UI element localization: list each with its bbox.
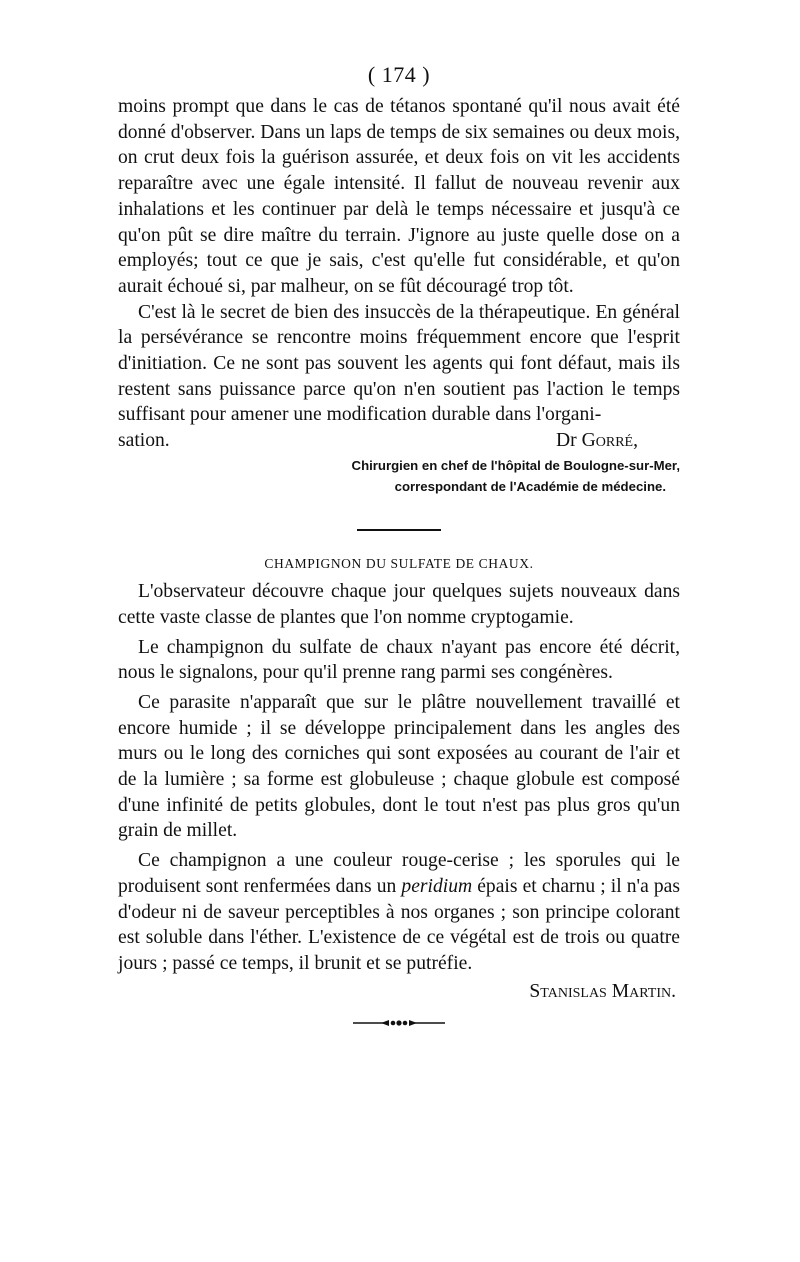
section-body: [118, 579, 680, 977]
section-title: CHAMPIGNON DU SULFATE DE CHAUX.: [264, 556, 534, 572]
ornament-divider-icon: [351, 1018, 447, 1028]
paragraph-therapeutique: C'est là le secret de bien des insuccès de la thérapeutique. En général la persévérance se rencontre moins fréquemment encore que l'esprit d'initiation. Ce ne sont pas souvent les agents qui font défaut, mais ils restent sans puissance parce qu'on n'en soutient pas l'action le temps suffisant pour amener une modification durable dans l'organi-: [118, 301, 680, 426]
doctor-prefix: Dr: [556, 430, 577, 452]
doctor-name: Gorré,: [581, 430, 638, 452]
section-paragraph-3: Ce parasite n'apparaît que sur le plâtre nouvellement travaillé et encore humide ; il se développe principalement dans les angles des murs ou le long des corniches qui sont exposées au courant de l'air et de la lumière ; sa forme est globuleuse ; chaque globule est composé d'une infinité de petits globules, dont le tout n'est pas plus gros qu'un grain de millet.: [118, 691, 680, 842]
section-paragraph-2: Le champignon du sulfate de chaux n'ayant pas encore été décrit, nous le signalons, pour qu'il prenne rang parmi ses congénères.: [118, 636, 680, 684]
section-paragraph-4-before: Ce champignon a une couleur rouge-cerise ; les sporules qui le produisent sont renfermées dans un: [118, 850, 680, 897]
paragraph-continuation: moins prompt que dans le cas de tétanos spontané qu'il nous avait été donné d'observer. Dans un laps de temps de six semaines ou deux mois, on crut deux fois la guérison assurée, et deux fois on vit les accidents reparaître avec une égale intensité. Il fallut de nouveau revenir aux inhalations et les continuer par delà le temps nécessaire et jusqu'à ce qu'on pût se dire maître du terrain. J'ignore au juste quelle dose on a employés; tout ce que je sais, c'est qu'elle fut considérable, et qu'on aurait échoué si, par malheur, on se fût découragé trop tôt.: [118, 96, 680, 297]
signature-doctor: [556, 428, 680, 453]
affiliation: [118, 455, 680, 497]
page: [118, 62, 680, 1028]
section-paragraph-4: [118, 848, 680, 977]
signature-last-word: sation.: [118, 430, 170, 452]
affiliation-line-1: Chirurgien en chef de l'hôpital de Boulogne-sur-Mer,: [351, 458, 680, 474]
page-number: ( 174 ): [367, 62, 431, 87]
signature-line: [118, 428, 680, 453]
author-signature: Stanislas Martin.: [529, 980, 676, 1002]
section-paragraph-1: L'observateur découvre chaque jour quelques sujets nouveaux dans cette vaste classe de plantes que l'on nomme cryptogamie.: [118, 581, 680, 628]
section-paragraph-4-after: épais et charnu ; il n'a pas d'odeur ni de saveur perceptibles à nos organes ; son principe colorant est soluble dans l'éther. L'existence de ce végétal est de trois ou quatre jours ; passé ce temps, il brunit et se putréfie.: [118, 875, 680, 974]
affiliation-line-2: correspondant de l'Académie de médecine.: [394, 479, 666, 495]
section-divider: [357, 529, 441, 531]
italic-term: peridium: [401, 875, 473, 897]
